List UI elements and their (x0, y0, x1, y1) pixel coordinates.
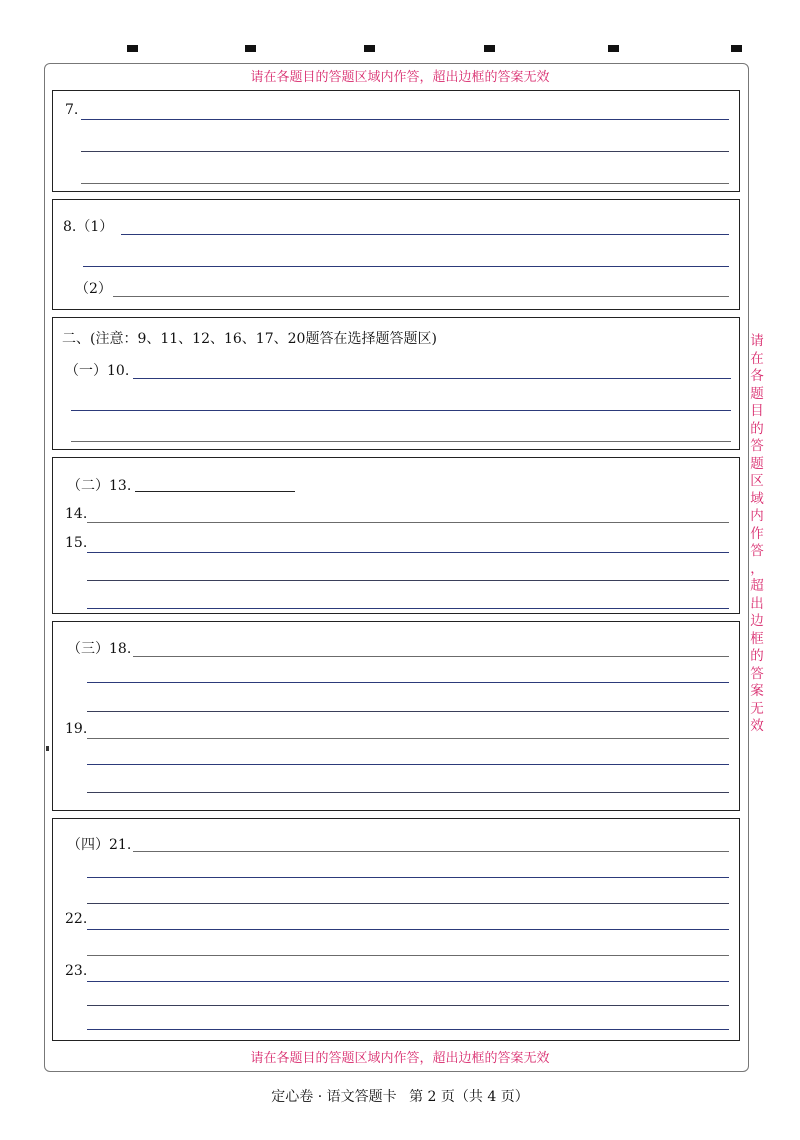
footer-page-number: 第 2 页（共 4 页） (409, 1089, 529, 1105)
answer-blank-q13[interactable] (135, 491, 295, 492)
answer-line[interactable] (87, 552, 729, 553)
section-heading: 二、(注意：9、11、12、16、17、20题答在选择题答题区) (62, 331, 437, 347)
answer-line[interactable] (133, 656, 729, 657)
answer-line[interactable] (87, 1029, 729, 1030)
question-label: 23. (65, 963, 88, 979)
question-sub-label: （2） (75, 281, 112, 297)
answer-line[interactable] (87, 792, 729, 793)
page-footer (0, 1086, 800, 1106)
answer-line[interactable] (121, 234, 729, 235)
side-warning: 请 在 各 题 目 的 答 题 区 域 内 作 答 ， 超 出 边 框 的 答 案 无 效 (750, 333, 764, 734)
top-warning: 请在各题目的答题区域内作答，超出边框的答案无效 (250, 70, 550, 85)
answer-line[interactable] (71, 410, 731, 411)
question-label: （四）21. (67, 837, 132, 853)
question-label: 7. (65, 102, 79, 118)
question-label: 19. (65, 721, 88, 737)
answer-line[interactable] (87, 711, 729, 712)
answer-line[interactable] (133, 378, 731, 379)
answer-line[interactable] (87, 580, 729, 581)
question-label: （二）13. (67, 478, 132, 494)
answer-line[interactable] (87, 608, 729, 609)
answer-line[interactable] (81, 119, 729, 120)
alignment-mark (484, 45, 495, 52)
question-label: 15. (65, 535, 88, 551)
answer-box-q13-15 (52, 457, 740, 614)
answer-box-q18-19 (52, 621, 740, 811)
answer-line[interactable] (87, 903, 729, 904)
answer-line[interactable] (87, 764, 729, 765)
answer-box-q8 (52, 199, 740, 310)
answer-line[interactable] (87, 682, 729, 683)
answer-line[interactable] (81, 151, 729, 152)
answer-line[interactable] (83, 266, 729, 267)
answer-line[interactable] (87, 955, 729, 956)
alignment-mark (127, 45, 138, 52)
answer-box-q10 (52, 317, 740, 450)
question-label: 22. (65, 911, 88, 927)
question-label: 8.（1） (63, 219, 114, 235)
scan-dot (46, 746, 49, 751)
alignment-mark (608, 45, 619, 52)
answer-box-q21-23 (52, 818, 740, 1041)
answer-line[interactable] (113, 296, 729, 297)
answer-line[interactable] (87, 522, 729, 523)
alignment-mark (731, 45, 742, 52)
bottom-warning: 请在各题目的答题区域内作答，超出边框的答案无效 (250, 1051, 550, 1066)
answer-line[interactable] (87, 877, 729, 878)
footer-title: 定心卷 · 语文答题卡 (271, 1089, 397, 1105)
question-label: 14. (65, 506, 88, 522)
answer-line[interactable] (87, 929, 729, 930)
answer-line[interactable] (87, 1005, 729, 1006)
question-label: （一）10. (65, 363, 130, 379)
answer-line[interactable] (87, 738, 729, 739)
alignment-mark (364, 45, 375, 52)
answer-box-q7 (52, 90, 740, 192)
answer-line[interactable] (87, 981, 729, 982)
question-label: （三）18. (67, 641, 132, 657)
answer-line[interactable] (81, 183, 729, 184)
alignment-mark (245, 45, 256, 52)
answer-line[interactable] (133, 851, 729, 852)
answer-line[interactable] (71, 441, 731, 442)
